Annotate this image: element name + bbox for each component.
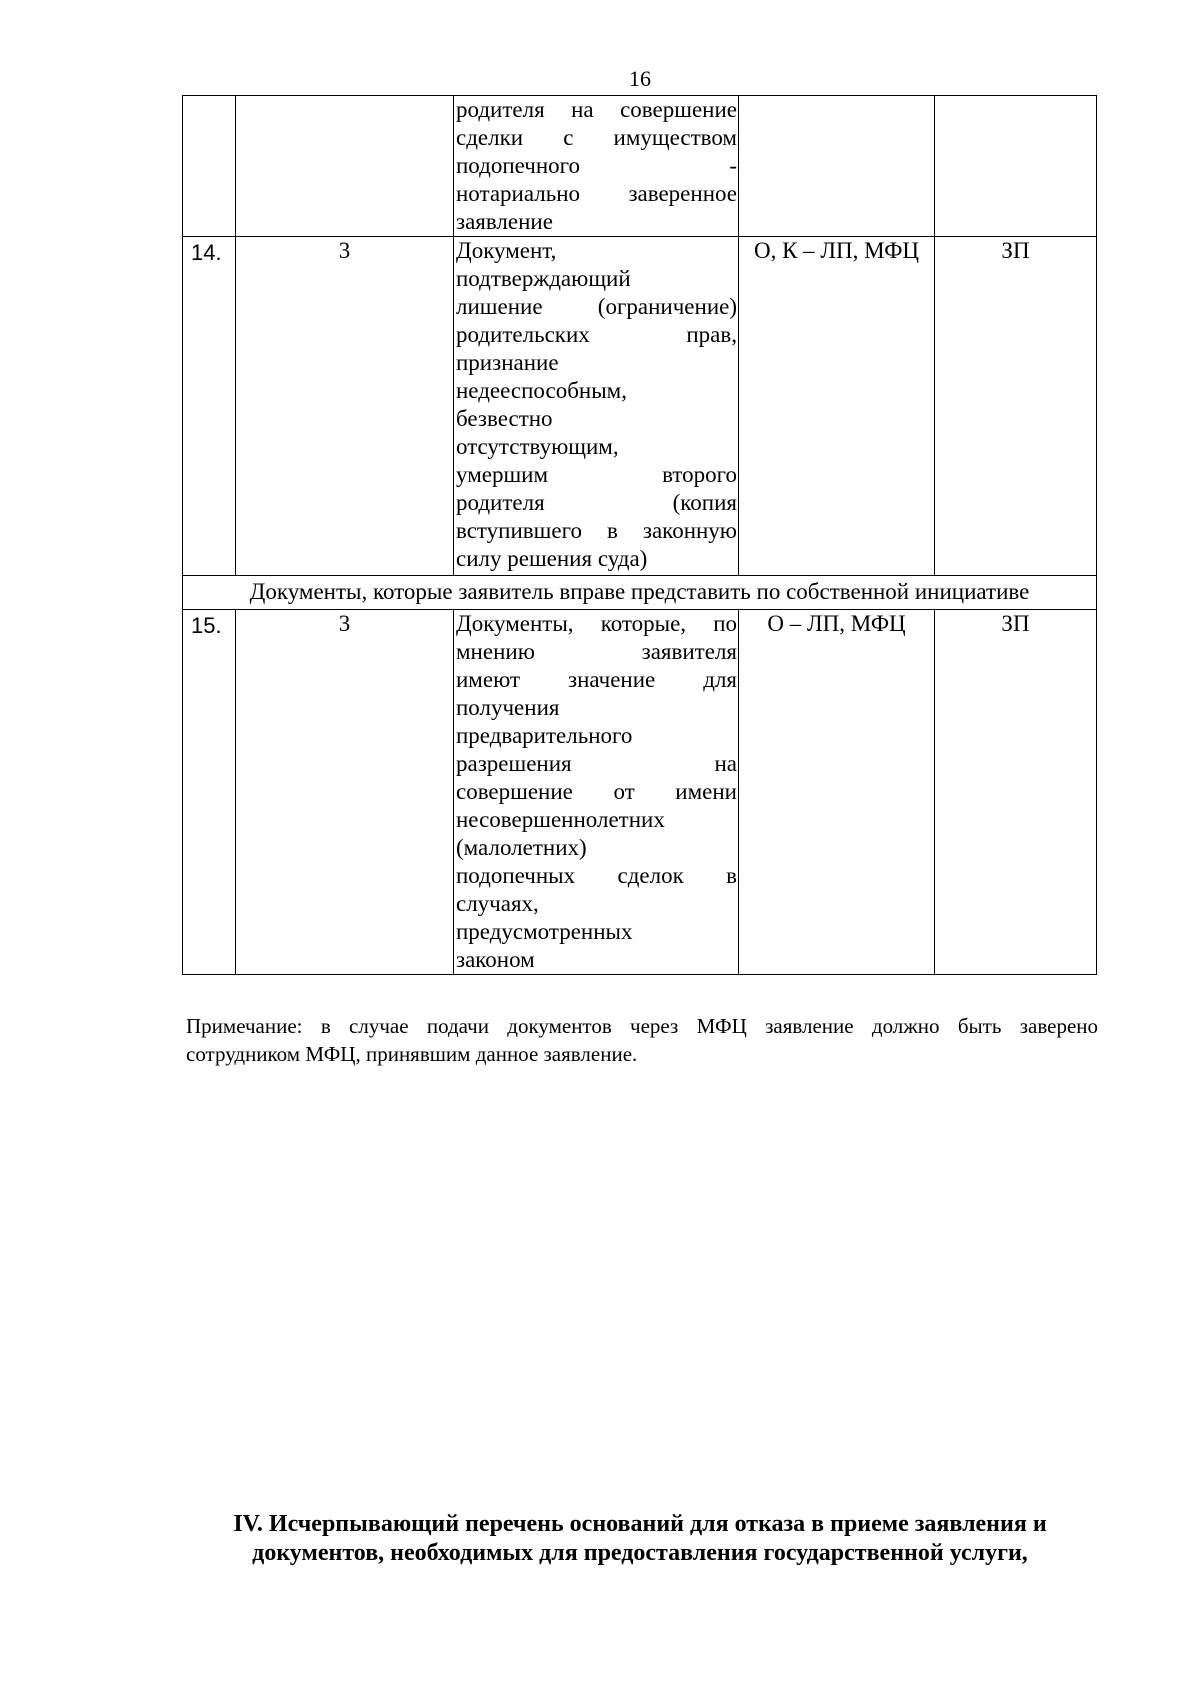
cell-number [183, 96, 236, 237]
description-line: законом [456, 947, 535, 972]
section-header: Документы, которые заявитель вправе представить по собственной инициативе [183, 576, 1097, 610]
description-line: заявление [456, 209, 553, 234]
cell-method: О, К – ЛП, МФЦ [739, 237, 935, 576]
description-line: предусмотренных [456, 919, 633, 944]
note-line: Примечание: в случае подачи документов через МФЦ заявление должно быть заверено [186, 1014, 1098, 1038]
cell-number: 14. [183, 237, 236, 576]
page-number: 16 [629, 66, 651, 91]
description-line: подопечного - [456, 153, 737, 178]
description-line: случаях, [456, 891, 539, 916]
cell-result: ЗП [935, 610, 1097, 975]
description-line: отсутствующим, [456, 434, 619, 459]
description-line: разрешения на [456, 751, 737, 776]
table-row-15 [183, 610, 1097, 975]
description-line: Документ, [456, 238, 557, 263]
heading-line: документов, необходимых для предоставления государственной услуги, [252, 1540, 1028, 1566]
cell-description [454, 610, 739, 975]
description-line: предварительного [456, 723, 633, 748]
description-line: подтверждающий [456, 266, 631, 291]
cell-number: 15. [183, 610, 236, 975]
description-line: мнению заявителя [456, 639, 737, 664]
cell-group [236, 96, 454, 237]
cell-group: 3 [236, 610, 454, 975]
description-line: Документы, которые, по [456, 611, 737, 636]
description-line: получения [456, 695, 560, 720]
description-line: умершим второго [456, 462, 737, 487]
description-line: имеют значение для [456, 667, 737, 692]
cell-result: ЗП [935, 237, 1097, 576]
description-line: безвестно [456, 406, 553, 431]
description-line: нотариально заверенное [456, 181, 737, 206]
description-line: сделки с имуществом [456, 125, 737, 150]
cell-description [454, 237, 739, 576]
description-line: признание [456, 350, 559, 375]
section-heading [190, 1510, 1090, 1568]
table-row-14 [183, 237, 1097, 576]
description-line: (малолетних) [456, 835, 587, 860]
description-line: недееспособным, [456, 378, 627, 403]
note-paragraph [186, 1012, 1098, 1068]
cell-group: 3 [236, 237, 454, 576]
cell-description [454, 96, 739, 237]
cell-method: О – ЛП, МФЦ [739, 610, 935, 975]
description-line: родителя на совершение [456, 97, 737, 122]
cell-method [739, 96, 935, 237]
cell-result [935, 96, 1097, 237]
documents-table [182, 95, 1097, 975]
description-line: лишение (ограничение) [456, 294, 737, 319]
table-section-header-row [183, 576, 1097, 610]
description-line: вступившего в законную [456, 518, 737, 543]
description-line: совершение от имени [456, 779, 737, 804]
description-line: родительских прав, [456, 322, 737, 347]
description-line: подопечных сделок в [456, 863, 737, 888]
description-line: силу решения суда) [456, 546, 648, 571]
note-line: сотрудником МФЦ, принявшим данное заявление. [186, 1042, 638, 1066]
description-line: родителя (копия [456, 490, 737, 515]
heading-line: IV. Исчерпывающий перечень оснований для отказа в приеме заявления и [233, 1511, 1047, 1537]
table-row-continuation [183, 96, 1097, 237]
description-line: несовершеннолетних [456, 807, 665, 832]
